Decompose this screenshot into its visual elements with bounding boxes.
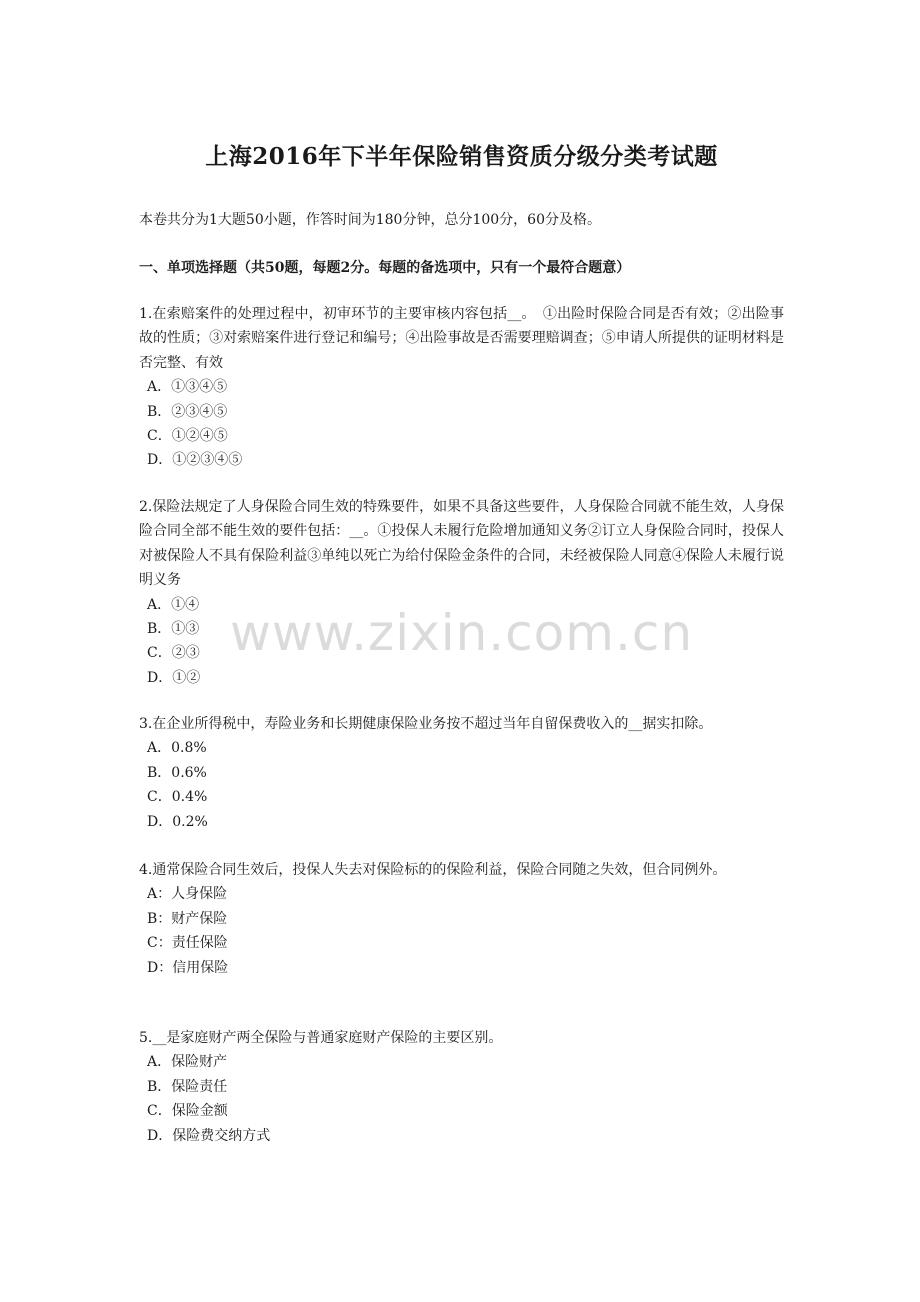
option-list bbox=[139, 375, 784, 473]
option-list bbox=[139, 882, 784, 980]
option-b: B．0.6% bbox=[147, 764, 207, 781]
option-c: C．②③ bbox=[147, 645, 200, 662]
question-3 bbox=[139, 712, 784, 834]
question-stem: 1.在索赔案件的处理过程中，初审环节的主要审核内容包括__。 ①出险时保险合同是否有效；②出险事故的性质；③对索赔案件进行登记和编号；④出险事故是否需要理赔调查；⑤申请人所提供的证明材料是否完整、有效 bbox=[139, 306, 784, 371]
option-b: B．①③ bbox=[147, 621, 200, 638]
question-stem: 4.通常保险合同生效后，投保人失去对保险标的的保险利益，保险合同随之失效，但合同例外。 bbox=[139, 862, 727, 878]
question-stem: 5.__是家庭财产两全保险与普通家庭财产保险的主要区别。 bbox=[139, 1030, 503, 1046]
document-title: 上海2016年下半年保险销售资质分级分类考试题 bbox=[205, 143, 718, 170]
option-c: C．保险金额 bbox=[147, 1103, 228, 1120]
option-a: A．保险财产 bbox=[147, 1054, 228, 1071]
option-d: D．①②③④⑤ bbox=[147, 452, 243, 469]
option-a: A．①④ bbox=[147, 596, 200, 613]
option-a: A：人身保险 bbox=[147, 886, 228, 903]
option-d: D：信用保险 bbox=[147, 959, 229, 976]
option-c: C：责任保险 bbox=[147, 935, 228, 952]
question-2 bbox=[139, 495, 784, 690]
option-list bbox=[139, 736, 784, 834]
option-a: A．①③④⑤ bbox=[147, 379, 228, 396]
question-5 bbox=[139, 1026, 784, 1148]
option-a: A．0.8% bbox=[147, 740, 207, 757]
option-c: C．0.4% bbox=[147, 789, 208, 806]
option-b: B．保险责任 bbox=[147, 1078, 228, 1095]
question-4 bbox=[139, 858, 784, 980]
option-d: D．保险费交纳方式 bbox=[147, 1127, 271, 1144]
option-b: B．②③④⑤ bbox=[147, 403, 228, 420]
option-b: B：财产保险 bbox=[147, 910, 228, 927]
option-list bbox=[139, 1050, 784, 1148]
option-d: D．0.2% bbox=[147, 813, 208, 830]
question-1 bbox=[139, 302, 784, 473]
watermark: www.zixin.com.cn bbox=[230, 604, 694, 662]
option-c: C．①②④⑤ bbox=[147, 428, 228, 445]
question-stem: 3.在企业所得税中，寿险业务和长期健康保险业务按不超过当年自留保费收入的__据实扣除。 bbox=[139, 716, 713, 732]
exam-intro: 本卷共分为1大题50小题，作答时间为180分钟，总分100分，60分及格。 bbox=[139, 212, 601, 228]
option-list bbox=[139, 593, 784, 691]
section-heading: 一、单项选择题（共50题，每题2分。每题的备选项中，只有一个最符合题意） bbox=[139, 260, 631, 276]
question-stem: 2.保险法规定了人身保险合同生效的特殊要件，如果不具备这些要件，人身保险合同就不能生效，人身保险合同全部不能生效的要件包括：__。①投保人未履行危险增加通知义务②订立人身保险合同时，投保人对被保险人不具有保险利益③单纯以死亡为给付保险金条件的合同，未经被保险人同意④保险人未履行说明义务 bbox=[139, 499, 784, 589]
option-d: D．①② bbox=[147, 669, 201, 686]
